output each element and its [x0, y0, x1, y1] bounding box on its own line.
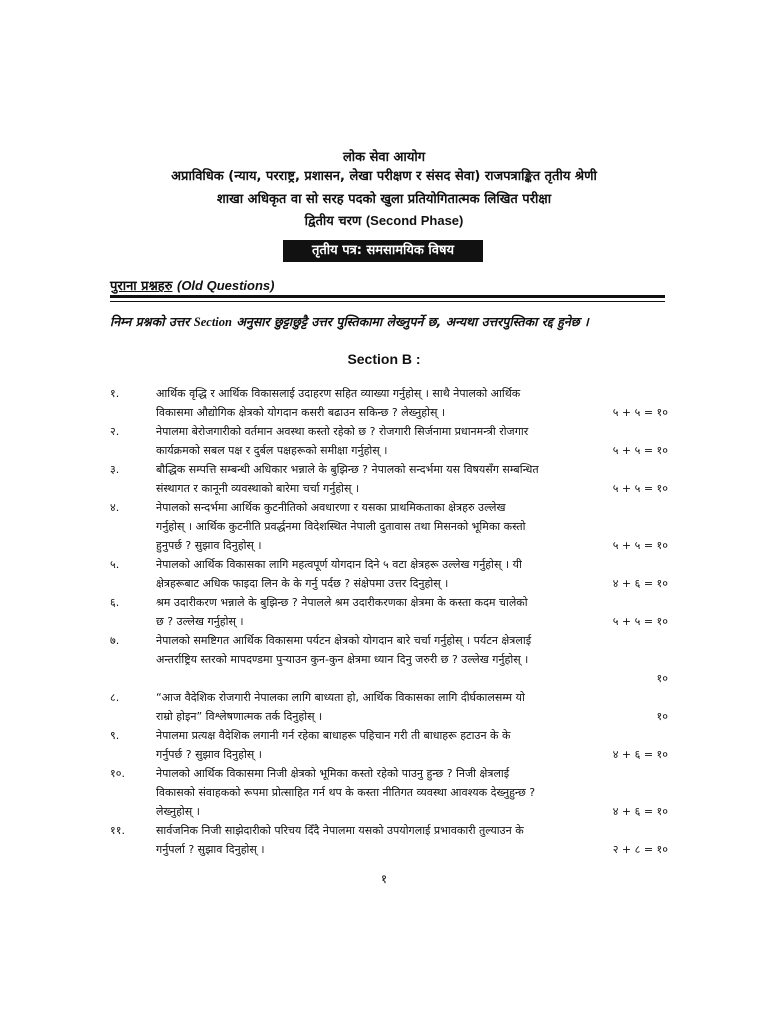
- question-line: अन्तर्राष्ट्रिय स्तरको मापदण्डमा पुऱ्याउन कुन-कुन क्षेत्रमा ध्यान दिनु जरुरी छ ? उल्लेख गर्नुहोस् ।: [156, 653, 529, 666]
- question-marks: ५ + ५ = १०: [612, 482, 668, 495]
- question-line: हुनुपर्छ ? सुझाव दिनुहोस् ।: [156, 539, 262, 552]
- question-marks: ५ + ५ = १०: [612, 539, 668, 552]
- divider-thin: [110, 301, 665, 302]
- commission-name: लोक सेवा आयोग: [342, 150, 426, 165]
- old-questions-label: [110, 276, 274, 294]
- question-line: विकासको संवाहकको रूपमा प्रोत्साहित गर्न थप के कस्ता नीतिगत व्यवस्था आवश्यक देख्नुहुन्छ ?: [156, 786, 536, 799]
- instruction-section-word: Section: [193, 315, 232, 329]
- question-line: राम्रो होइन” विश्लेषणात्मक तर्क दिनुहोस् ।: [156, 710, 323, 723]
- question-line: गर्नुपर्छ ? सुझाव दिनुहोस् ।: [156, 748, 262, 761]
- question-line: कार्यक्रमको सबल पक्ष र दुर्बल पक्षहरूको समीक्षा गर्नुहोस् ।: [156, 444, 388, 457]
- question-line: गर्नुपर्ला ? सुझाव दिनुहोस् ।: [156, 843, 265, 856]
- question-line: संस्थागत र कानूनी व्यवस्थाको बारेमा चर्चा गर्नुहोस् ।: [156, 482, 360, 495]
- question-line: नेपालमा बेरोजगारीको वर्तमान अवस्था कस्तो रहेको छ ? रोजगारी सिर्जनामा प्रधानमन्त्री रोजगार: [156, 425, 529, 438]
- exam-post-title: शाखा अधिकृत वा सो सरह पदको खुला प्रतियोगितात्मक लिखित परीक्षा: [216, 192, 552, 207]
- question-line: नेपालको आर्थिक विकासमा निजी क्षेत्रको भूमिका कस्तो रहेको पाउनु हुन्छ ? निजी क्षेत्रलाई: [156, 767, 510, 780]
- question-line: आर्थिक वृद्धि र आर्थिक विकासलाई उदाहरण सहित व्याख्या गर्नुहोस् । साथै नेपालको आर्थिक: [156, 387, 521, 400]
- question-line: नेपालको आर्थिक विकासका लागि महत्वपूर्ण योगदान दिने ५ वटा क्षेत्रहरू उल्लेख गर्नुहोस् । यी: [156, 558, 522, 571]
- question-line: नेपालमा प्रत्यक्ष वैदेशिक लगानी गर्न रहेका बाधाहरू पहिचान गरी ती बाधाहरू हटाउन के के: [156, 729, 511, 742]
- paper-title: तृतीय पत्र: समसामयिक विषय: [283, 240, 483, 262]
- question-line: क्षेत्रहरूबाट अधिक फाइदा लिन के के गर्नु पर्दछ ? संक्षेपमा उत्तर दिनुहोस् ।: [156, 577, 449, 590]
- section-title: Section B :: [347, 351, 421, 367]
- page-number: १: [380, 872, 388, 886]
- question-line: “आज वैदेशिक रोजगारी नेपालका लागि बाध्यता हो, आर्थिक विकासका लागि दीर्घकालसम्म यो: [156, 691, 525, 704]
- question-marks: २ + ८ = १०: [612, 843, 668, 856]
- question-number: ५.: [110, 558, 120, 571]
- old-questions-en: (Old Questions): [176, 278, 275, 293]
- instruction-part1: निम्न प्रश्नको उत्तर: [110, 314, 190, 329]
- question-marks: ४ + ६ = १०: [612, 577, 668, 590]
- question-line: नेपालको समष्टिगत आर्थिक विकासमा पर्यटन क्षेत्रको योगदान बारे चर्चा गर्नुहोस् । पर्यटन क्षेत्रलाई: [156, 634, 532, 647]
- question-line: लेख्नुहोस् ।: [156, 805, 200, 818]
- instruction-text: [110, 312, 665, 332]
- question-marks: ५ + ५ = १०: [612, 615, 668, 628]
- question-number: २.: [110, 425, 120, 438]
- question-marks: ४ + ६ = १०: [612, 748, 668, 761]
- question-marks: ५ + ५ = १०: [612, 406, 668, 419]
- divider-thick: [110, 295, 665, 298]
- question-marks: ५ + ५ = १०: [612, 444, 668, 457]
- exam-phase: [0, 211, 768, 229]
- question-line: छ ? उल्लेख गर्नुहोस् ।: [156, 615, 244, 628]
- question-number: ६.: [110, 596, 120, 609]
- old-questions-ne: पुराना प्रश्नहरु: [110, 279, 173, 294]
- instruction-part2: अनुसार छुट्टाछुट्टै उत्तर पुस्तिकामा लेख्नुपर्ने छ, अन्यथा उत्तरपुस्तिका रद्द हुनेछ ।: [236, 314, 589, 329]
- question-line: नेपालको सन्दर्भमा आर्थिक कुटनीतिको अवधारणा र यसका प्राथमिकताका क्षेत्रहरु उल्लेख: [156, 501, 506, 514]
- question-line: विकासमा औद्योगिक क्षेत्रको योगदान कसरी बढाउन सकिन्छ ? लेख्नुहोस् ।: [156, 406, 446, 419]
- question-number: ४.: [110, 501, 120, 514]
- question-marks: १०: [656, 710, 668, 723]
- question-number: ३.: [110, 463, 120, 476]
- question-line: बौद्धिक सम्पत्ति सम्बन्धी अधिकार भन्नाले के बुझिन्छ ? नेपालको सन्दर्भमा यस विषयसँग सम्बन्धित: [156, 463, 539, 476]
- question-number: ९.: [110, 729, 120, 742]
- exam-phase-en: (Second Phase): [365, 213, 464, 228]
- question-line: श्रम उदारीकरण भन्नाले के बुझिन्छ ? नेपालले श्रम उदारीकरणका क्षेत्रमा के कस्ता कदम चालेको: [156, 596, 528, 609]
- question-number: ८.: [110, 691, 120, 704]
- question-number: १०.: [110, 767, 125, 780]
- question-marks: ४ + ६ = १०: [612, 805, 668, 818]
- question-line: सार्वजनिक निजी साझेदारीको परिचय दिँदै नेपालमा यसको उपयोगलाई प्रभावकारी तुल्याउन के: [156, 824, 524, 837]
- question-number: १.: [110, 387, 120, 400]
- exam-service-title: अप्राविधिक (न्याय, परराष्ट्र, प्रशासन, लेखा परीक्षण र संसद सेवा) राजपत्राङ्कित तृतीय श्रेणी: [171, 169, 597, 184]
- question-number: ७.: [110, 634, 120, 647]
- question-marks: १०: [656, 672, 668, 685]
- question-number: ११.: [110, 824, 125, 837]
- question-line: गर्नुहोस् । आर्थिक कुटनीति प्रवर्द्धनमा विदेशस्थित नेपाली दुतावास तथा मिसनको भूमिका कस्तो: [156, 520, 526, 533]
- exam-phase-ne: द्वितीय चरण: [304, 214, 362, 229]
